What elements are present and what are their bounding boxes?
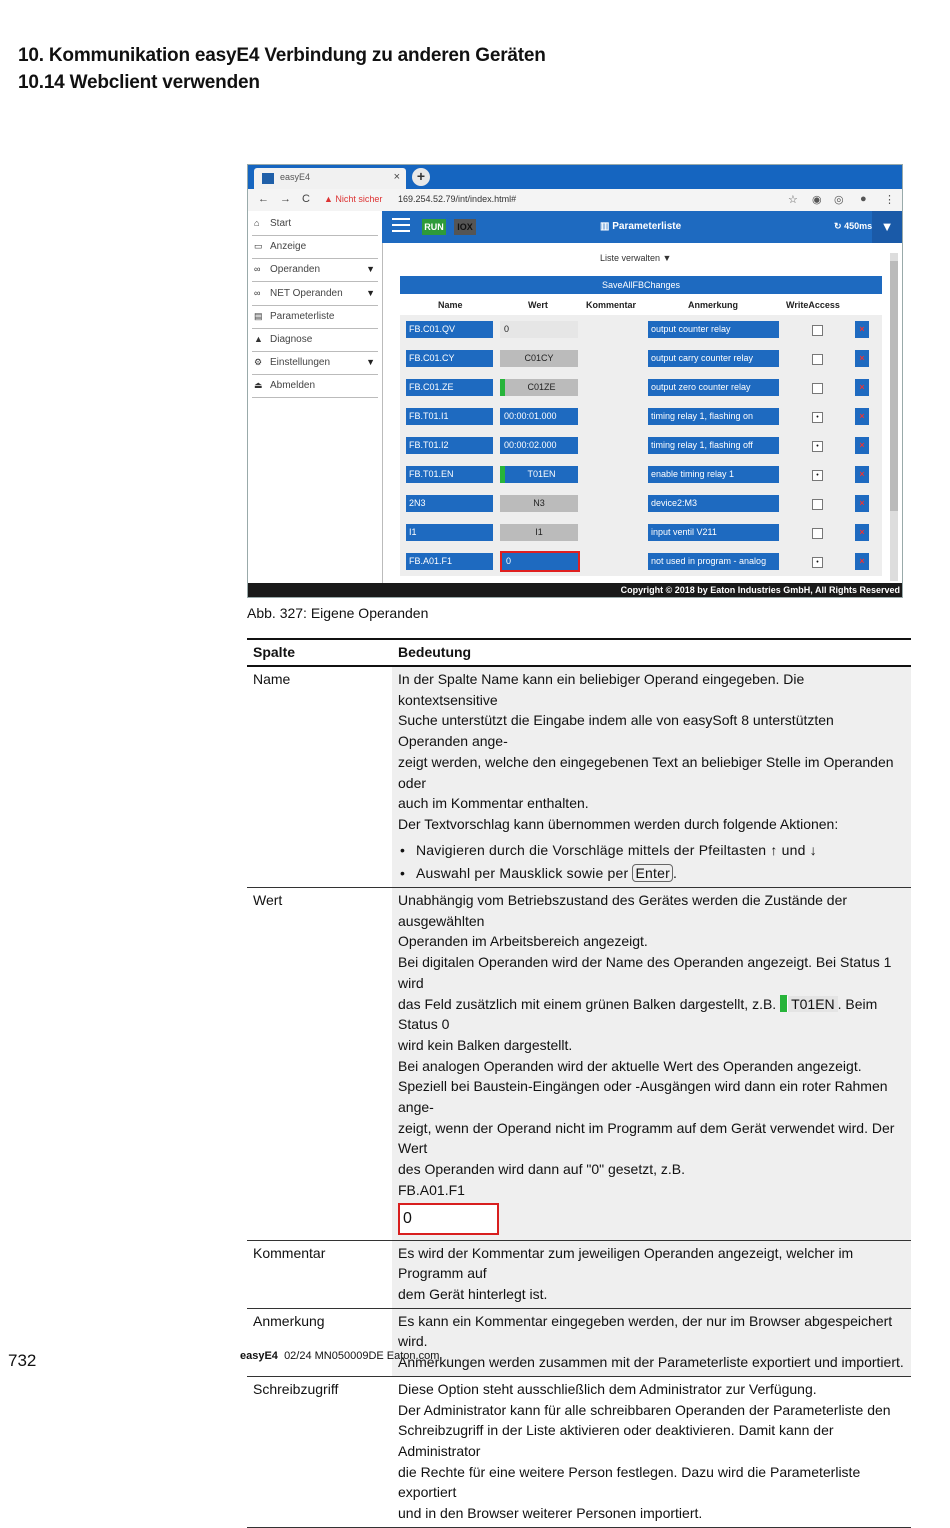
status-example — [780, 996, 838, 1012]
write-access-checkbox[interactable] — [812, 383, 823, 394]
table-row — [247, 1377, 911, 1528]
refresh-icon: ↻ — [834, 221, 842, 231]
text-line: Diese Option steht ausschließlich dem Administrator zur Verfügung. — [398, 1380, 817, 1397]
table-row — [247, 1309, 911, 1377]
operand-value[interactable]: T01EN — [500, 466, 578, 483]
operand-name-field[interactable]: 2N3 — [406, 495, 493, 512]
table-row — [400, 460, 882, 490]
table-row — [400, 547, 882, 577]
grid-header — [400, 297, 882, 313]
operand-value[interactable]: 00:00:02.000 — [500, 437, 578, 454]
write-access-checkbox[interactable]: • — [812, 441, 823, 452]
copyright-text: Copyright © 2018 by Eaton Industries GmbH, All Rights Reserved — [620, 585, 900, 595]
text-span: das Feld zusätzlich mit einem grünen Balken dargestellt, z.B. — [398, 995, 781, 1012]
delete-row-icon[interactable]: × — [855, 495, 869, 512]
annotation-field[interactable]: output counter relay — [648, 321, 779, 338]
row-key: Anmerkung — [253, 1312, 325, 1329]
sidebar-item-icon: ⌂ — [254, 218, 260, 228]
text-line: Es kann ein Kommentar eingegeben werden, der nur im Browser abgespeichert wird. — [398, 1312, 893, 1350]
webclient-sidebar — [248, 211, 383, 583]
sidebar-item-label: Start — [270, 218, 292, 229]
security-warning[interactable]: ▲ Nicht sicher — [324, 194, 383, 204]
text-line: die Rechte für eine weitere Person festlegen. Dazu wird die Parameterliste exportiert — [398, 1463, 861, 1501]
cycle-time-value: 450ms — [844, 221, 873, 231]
bullet-item: • Navigieren durch die Vorschläge mittels der Pfeiltasten ↑ und ↓ — [398, 840, 907, 861]
text-line: Der Textvorschlag kann übernommen werden durch folgende Aktionen: — [398, 815, 839, 832]
footer-doc: 02/24 MN050009DE Eaton.com — [284, 1350, 440, 1362]
text-span: . Beim Status 0 — [398, 995, 878, 1033]
sidebar-item-label: Diagnose — [270, 334, 313, 345]
menu-dots-icon[interactable]: ⋮ — [884, 194, 895, 206]
text-line: Bei analogen Operanden wird der aktuelle Wert des Operanden angezeigt. — [398, 1057, 862, 1074]
write-access-checkbox[interactable]: • — [812, 557, 823, 568]
operand-name-field[interactable]: FB.C01.QV — [406, 321, 493, 338]
page-number: 732 — [8, 1351, 37, 1370]
table-row — [247, 888, 911, 1241]
url-field[interactable]: 169.254.52.79/int/index.html# — [398, 194, 517, 204]
col-wert: Wert — [528, 300, 548, 310]
profile-icon[interactable]: ● — [860, 193, 867, 205]
sidebar-item-label: Operanden — [270, 264, 321, 276]
row-value — [392, 1377, 911, 1527]
menu-burger-icon[interactable] — [392, 218, 410, 234]
annotation-field[interactable]: output carry counter relay — [648, 350, 779, 367]
enter-key-label: Enter — [632, 864, 672, 882]
operand-name-field[interactable]: FB.A01.F1 — [406, 553, 493, 570]
text-line: wird kein Balken dargestellt. — [398, 1036, 573, 1053]
sidebar-item-operanden[interactable] — [252, 259, 378, 282]
toolbar-dropdown-icon[interactable]: ▼ — [872, 211, 902, 243]
sidebar-item-icon: ∞ — [254, 264, 261, 275]
write-access-checkbox[interactable]: • — [812, 470, 823, 481]
annotation-field[interactable]: timing relay 1, flashing on — [648, 408, 779, 425]
text-line: auch im Kommentar enthalten. — [398, 795, 589, 812]
sidebar-item-icon: ▤ — [254, 310, 263, 321]
section-title: 10.14 Webclient verwenden — [18, 72, 260, 93]
run-status[interactable]: RUN — [422, 219, 446, 235]
operand-name-field[interactable]: I1 — [406, 524, 493, 541]
reload-icon[interactable]: C — [302, 193, 310, 205]
text-line: FB.A01.F1 — [398, 1181, 465, 1198]
row-value — [392, 1309, 911, 1376]
manage-list-button[interactable]: Liste verwalten ▼ — [600, 253, 672, 263]
operand-name-field[interactable]: FB.C01.ZE — [406, 379, 493, 396]
browser-tab[interactable] — [254, 168, 406, 189]
tab-close-icon[interactable]: × — [393, 171, 400, 183]
copyright-bar — [248, 583, 902, 597]
sidebar-item-label: Abmelden — [270, 380, 316, 392]
head-bedeutung: Bedeutung — [398, 644, 472, 660]
text-span: . — [672, 865, 678, 882]
chevron-down-icon: ▼ — [366, 357, 375, 368]
text-line: des Operanden wird dann auf "0" gesetzt, z.B. — [398, 1161, 685, 1178]
annotation-field[interactable]: output zero counter relay — [648, 379, 779, 396]
text-line: Operanden im Arbeitsbereich angezeigt. — [398, 933, 648, 950]
extension2-icon[interactable]: ◎ — [834, 194, 844, 206]
sidebar-item-icon: ⏏ — [254, 380, 263, 391]
write-access-checkbox[interactable] — [812, 499, 823, 510]
page-header — [18, 42, 546, 96]
text-line: zeigt werden, welche den eingegebenen Text an beliebiger Stelle im Operanden oder — [398, 753, 894, 791]
write-access-checkbox[interactable] — [812, 528, 823, 539]
table-header — [247, 638, 911, 667]
bookmark-star-icon[interactable]: ☆ — [788, 194, 798, 206]
row-key: Kommentar — [253, 1244, 326, 1261]
sidebar-item-label: Parameterliste — [270, 310, 335, 322]
operand-name-field[interactable]: FB.C01.CY — [406, 350, 493, 367]
delete-row-icon[interactable]: × — [855, 524, 869, 541]
operand-name-field[interactable]: FB.T01.I2 — [406, 437, 493, 454]
annotation-field[interactable]: input ventil V211 — [648, 524, 779, 541]
text-line: Bei digitalen Operanden wird der Name des Operanden angezeigt. Bei Status 1 wird — [398, 954, 892, 991]
table-row — [400, 373, 882, 403]
sidebar-item-label: Anzeige — [270, 241, 307, 253]
text-line: In der Spalte Name kann ein beliebiger Operand eingegeben. Die kontextsensitive — [398, 671, 805, 708]
chevron-down-icon: ▼ — [366, 287, 375, 298]
extension-icon[interactable]: ◉ — [812, 194, 822, 206]
operand-value[interactable]: 00:00:01.000 — [500, 408, 578, 425]
row-value — [392, 1241, 911, 1308]
text-line: Suche unterstützt die Eingabe indem alle von easySoft 8 unterstützten Operanden ange- — [398, 712, 834, 750]
sidebar-item-einstellungen[interactable] — [252, 352, 378, 375]
chevron-down-icon: ▼ — [366, 264, 375, 275]
head-spalte: Spalte — [253, 644, 296, 660]
delete-row-icon[interactable]: × — [855, 350, 869, 367]
text-line: Unabhängig vom Betriebszustand des Gerätes werden die Zustände der ausgewählten — [398, 892, 848, 929]
sidebar-item-anzeige[interactable] — [252, 236, 378, 259]
annotation-field[interactable]: device2:M3 — [648, 495, 779, 512]
text-line: Es wird der Kommentar zum jeweiligen Operanden angezeigt, welcher im Programm auf — [398, 1244, 854, 1282]
sidebar-item-icon: ▲ — [254, 334, 263, 344]
iox-status[interactable]: IOX — [454, 219, 476, 235]
delete-row-icon[interactable]: × — [855, 408, 869, 425]
table-row — [400, 402, 882, 432]
sidebar-item-parameterliste[interactable] — [252, 306, 378, 329]
col-writeaccess: WriteAccess — [786, 300, 840, 310]
text-line: Anmerkungen werden zusammen mit der Parameterliste exportiert und importiert. — [398, 1354, 904, 1371]
table-row — [247, 1241, 911, 1309]
operand-value[interactable]: I1 — [500, 524, 578, 541]
webclient-screenshot — [247, 164, 903, 598]
save-all-fb-changes-button[interactable]: SaveAllFBChanges — [400, 276, 882, 294]
table-row — [400, 315, 882, 345]
sidebar-item-icon: ⚙ — [254, 357, 263, 368]
sidebar-item-start[interactable] — [252, 213, 378, 236]
footer-product: easyE4 — [240, 1350, 278, 1362]
text-line: dem Gerät hinterlegt ist. — [398, 1285, 548, 1302]
row-key: Name — [253, 671, 291, 687]
row-value — [392, 667, 911, 887]
page-footer — [240, 1350, 439, 1362]
operand-value[interactable]: 0 — [500, 551, 580, 572]
delete-row-icon[interactable]: × — [855, 466, 869, 483]
table-row — [400, 518, 882, 548]
text-span: Auswahl per Mausklick sowie per — [416, 865, 633, 882]
write-access-checkbox[interactable]: • — [812, 412, 823, 423]
row-key: Wert — [253, 892, 283, 909]
cycle-time — [834, 221, 872, 232]
bullet-item — [398, 863, 907, 884]
annotation-field[interactable]: not used in program - analog — [648, 553, 779, 570]
col-name: Name — [438, 300, 463, 310]
address-bar — [248, 189, 902, 212]
webclient-toolbar — [382, 211, 902, 243]
browser-tab-bar — [248, 165, 902, 189]
text-line: und in den Browser weiterer Personen importiert. — [398, 1505, 703, 1522]
parameter-list-title: ▥ Parameterliste — [600, 221, 682, 232]
operand-value[interactable]: C01ZE — [500, 379, 578, 396]
annotation-field[interactable]: timing relay 1, flashing off — [648, 437, 779, 454]
delete-row-icon[interactable]: × — [855, 437, 869, 454]
red-frame-example: 0 — [398, 1203, 499, 1235]
delete-row-icon[interactable]: × — [855, 379, 869, 396]
delete-row-icon[interactable]: × — [855, 321, 869, 338]
forward-icon[interactable]: → — [280, 193, 291, 205]
annotation-field[interactable]: enable timing relay 1 — [648, 466, 779, 483]
green-bar — [780, 995, 787, 1012]
chapter-title: 10. Kommunikation easyE4 Verbindung zu anderen Geräten — [18, 45, 546, 66]
eaton-favicon-icon — [262, 173, 274, 184]
sidebar-item-label: NET Operanden — [270, 287, 343, 299]
col-kommentar: Kommentar — [586, 300, 637, 310]
text-line: Speziell bei Baustein-Eingängen oder -Ausgängen wird dann ein roter Rahmen ange- — [398, 1078, 888, 1116]
figure-caption: Abb. 327: Eigene Operanden — [247, 605, 429, 621]
table-row — [247, 667, 911, 888]
col-anmerkung: Anmerkung — [688, 300, 739, 310]
sidebar-item-diagnose[interactable] — [252, 329, 378, 352]
back-icon[interactable]: ← — [258, 193, 269, 205]
operand-value[interactable]: C01CY — [500, 350, 578, 367]
row-value — [392, 888, 911, 1240]
operand-value[interactable]: 0 — [500, 321, 578, 338]
row-key: Schreibzugriff — [253, 1380, 339, 1397]
text-line: zeigt, wenn der Operand nicht im Programm auf dem Gerät verwendet wird. Der Wert — [398, 1119, 895, 1157]
sidebar-item-net-operanden[interactable] — [252, 283, 378, 306]
table-row — [400, 489, 882, 519]
table-row — [400, 431, 882, 461]
sidebar-item-abmelden[interactable] — [252, 375, 378, 398]
text-line: Schreibzugriff in der Liste aktivieren oder deaktivieren. Damit kann der Administrator — [398, 1422, 834, 1459]
tab-title: easyE4 — [280, 172, 311, 182]
grid-scrollbar[interactable] — [890, 253, 898, 581]
new-tab-button[interactable]: + — [412, 168, 430, 186]
sidebar-item-icon: ∞ — [254, 287, 261, 298]
column-description-table — [247, 638, 911, 1528]
sidebar-item-label: Einstellungen — [270, 357, 331, 369]
operand-name-field[interactable]: FB.T01.I1 — [406, 408, 493, 425]
text-line — [398, 994, 907, 1035]
write-access-checkbox[interactable] — [812, 354, 823, 365]
table-row — [400, 344, 882, 374]
operand-value[interactable]: N3 — [500, 495, 578, 512]
text-line: Der Administrator kann für alle schreibbaren Operanden der Parameterliste den — [398, 1401, 891, 1418]
operand-name-field[interactable]: FB.T01.EN — [406, 466, 493, 483]
delete-row-icon[interactable]: × — [855, 553, 869, 570]
write-access-checkbox[interactable] — [812, 325, 823, 336]
status-example-label: T01EN — [788, 996, 838, 1012]
sidebar-item-icon: ▭ — [254, 241, 263, 252]
